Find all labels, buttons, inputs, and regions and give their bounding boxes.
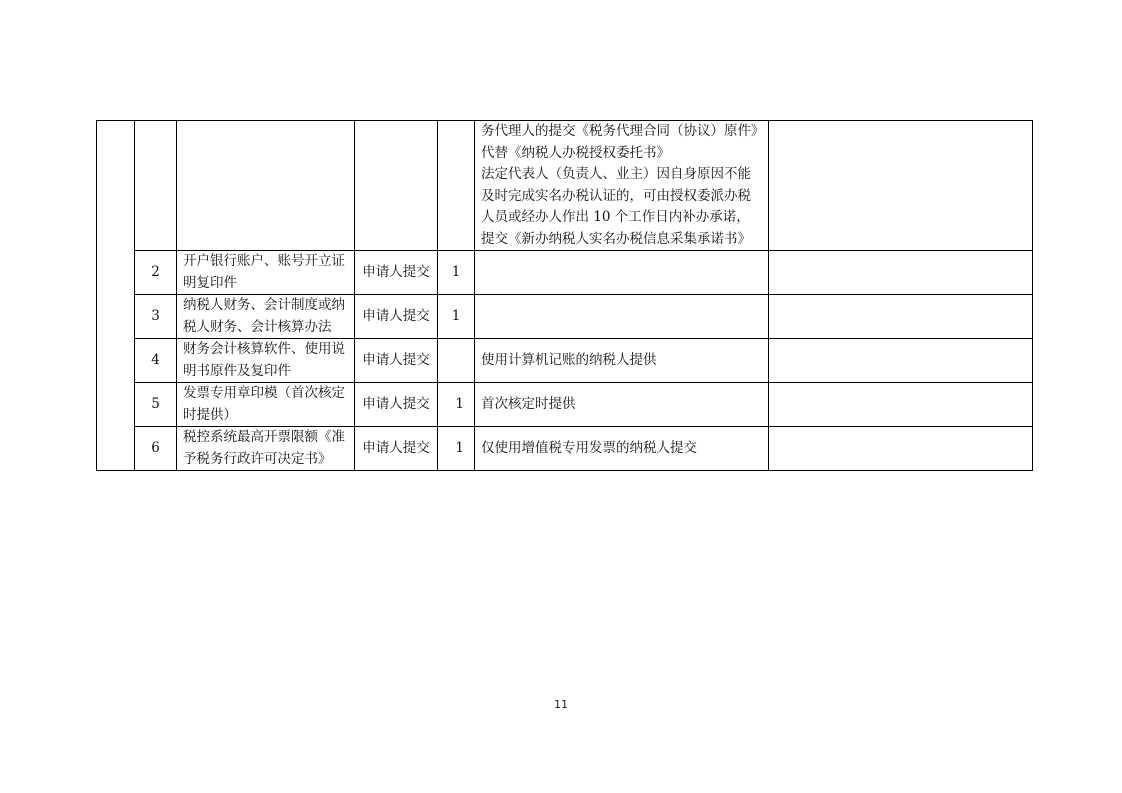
extra-cell bbox=[769, 295, 1033, 339]
extra-cell bbox=[769, 383, 1033, 427]
extra-cell bbox=[769, 427, 1033, 471]
extra-cell bbox=[769, 251, 1033, 295]
row-index-cell: 5 bbox=[135, 383, 177, 427]
note-line: 人员或经办人作出 10 个工作日内补办承诺， bbox=[481, 209, 750, 225]
material-name-cell bbox=[177, 383, 355, 427]
extra-cell bbox=[769, 339, 1033, 383]
row-index-cell bbox=[135, 121, 177, 251]
material-name-line: 明复印件 bbox=[183, 274, 237, 291]
page-number: 11 bbox=[554, 698, 568, 711]
material-name-cell bbox=[177, 339, 355, 383]
table-row bbox=[97, 295, 1033, 339]
extra-cell bbox=[769, 121, 1033, 251]
count-cell: 1 bbox=[438, 383, 475, 427]
merged-category-cell bbox=[97, 121, 135, 471]
table-row bbox=[97, 251, 1033, 295]
requirements-table bbox=[96, 120, 1033, 471]
count-cell bbox=[438, 339, 475, 383]
row-index-cell: 4 bbox=[135, 339, 177, 383]
note-cell: 首次核定时提供 bbox=[475, 383, 769, 427]
note-cell bbox=[475, 295, 769, 339]
note-cell bbox=[475, 121, 769, 251]
material-name-line: 予税务行政许可决定书》 bbox=[183, 450, 332, 467]
material-name-line: 明书原件及复印件 bbox=[183, 362, 291, 379]
table-row bbox=[97, 121, 1033, 251]
material-name-line: 开户银行账户、账号开立证 bbox=[183, 253, 345, 269]
material-name-line: 时提供） bbox=[183, 406, 237, 423]
material-name-line: 财务会计核算软件、使用说 bbox=[183, 341, 345, 357]
source-cell bbox=[355, 121, 438, 251]
count-cell: 1 bbox=[438, 295, 475, 339]
material-name-cell bbox=[177, 121, 355, 251]
count-cell bbox=[438, 121, 475, 251]
count-cell: 1 bbox=[438, 251, 475, 295]
count-cell: 1 bbox=[438, 427, 475, 471]
note-cell: 使用计算机记账的纳税人提供 bbox=[475, 339, 769, 383]
row-index-cell: 2 bbox=[135, 251, 177, 295]
source-cell: 申请人提交 bbox=[355, 383, 438, 427]
row-index-cell: 6 bbox=[135, 427, 177, 471]
note-line: 代替《纳税人办税授权委托书》 bbox=[481, 144, 670, 161]
material-name-cell bbox=[177, 295, 355, 339]
material-name-line: 纳税人财务、会计制度或纳 bbox=[183, 297, 345, 313]
material-name-cell bbox=[177, 251, 355, 295]
note-line: 及时完成实名办税认证的，可由授权委派办税 bbox=[481, 187, 751, 204]
note-line: 务代理人的提交《税务代理合同（协议）原件》 bbox=[481, 123, 765, 139]
note-cell bbox=[475, 251, 769, 295]
source-cell: 申请人提交 bbox=[355, 427, 438, 471]
source-cell: 申请人提交 bbox=[355, 339, 438, 383]
note-line: 提交《新办纳税人实名办税信息采集承诺书》 bbox=[481, 230, 751, 247]
material-name-cell bbox=[177, 427, 355, 471]
table-row bbox=[97, 383, 1033, 427]
source-cell: 申请人提交 bbox=[355, 251, 438, 295]
material-name-line: 发票专用章印模（首次核定 bbox=[183, 385, 345, 401]
row-index-cell: 3 bbox=[135, 295, 177, 339]
source-cell: 申请人提交 bbox=[355, 295, 438, 339]
table-row bbox=[97, 339, 1033, 383]
material-name-line: 税控系统最高开票限额《准 bbox=[183, 429, 345, 445]
table-row bbox=[97, 427, 1033, 471]
material-name-line: 税人财务、会计核算办法 bbox=[183, 318, 332, 335]
note-line: 法定代表人（负责人、业主）因自身原因不能 bbox=[481, 166, 751, 182]
note-cell: 仅使用增值税专用发票的纳税人提交 bbox=[475, 427, 769, 471]
